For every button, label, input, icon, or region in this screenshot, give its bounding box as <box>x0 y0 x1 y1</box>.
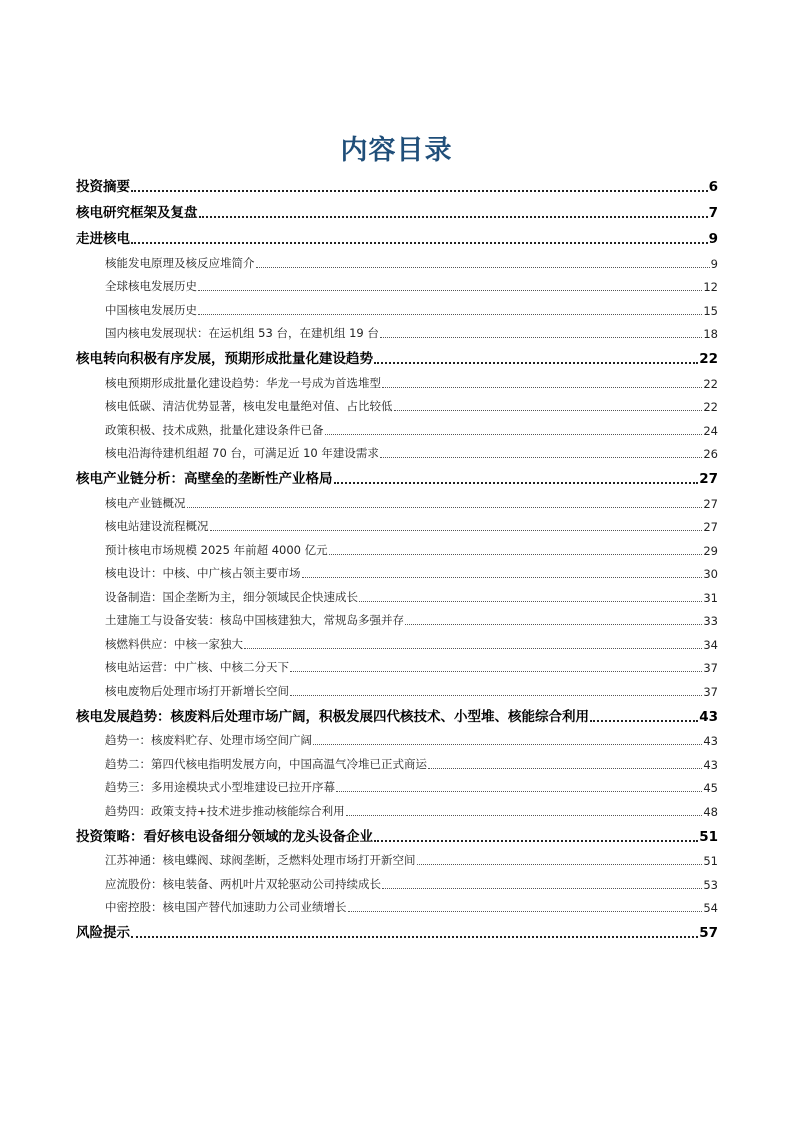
toc-entry-text: 趋势四：政策支持+技术进步推动核能综合利用 <box>105 803 345 818</box>
toc-entry-page-number: 24 <box>703 423 718 438</box>
toc-entry-page-number: 22 <box>703 376 718 391</box>
toc-entry-text: 趋势三：多用途模块式小型堆建设已拉开序幕 <box>105 780 335 794</box>
toc-entry-page-number: 53 <box>703 877 718 892</box>
toc-entry-text: 应流股份：核电装备、两机叶片双轮驱动公司持续成长 <box>105 876 381 891</box>
toc-dot-leader <box>199 216 708 218</box>
toc-entry-text: 全球核电发展历史 <box>105 279 197 293</box>
toc-entry-page-number: 43 <box>703 757 718 772</box>
toc-entry-section[interactable] <box>76 297 718 321</box>
toc-entry-section[interactable] <box>76 370 718 394</box>
toc-dot-leader <box>348 911 703 912</box>
toc-entry-chapter[interactable] <box>76 822 718 848</box>
toc-entry-section[interactable] <box>76 250 718 274</box>
toc-entry-section[interactable] <box>76 584 718 608</box>
toc-dot-leader <box>374 362 698 364</box>
toc-entry-page-number: 22 <box>699 351 718 367</box>
toc-entry-page-number: 48 <box>703 804 718 819</box>
toc-entry-section[interactable] <box>76 775 718 799</box>
toc-entry-text: 核燃料供应：中核一家独大 <box>105 636 243 651</box>
toc-entry-page-number: 29 <box>703 543 718 558</box>
toc-dot-leader <box>382 888 702 889</box>
toc-entry-page-number: 33 <box>703 614 718 628</box>
toc-entry-text: 核电设计：中核、中广核占领主要市场 <box>105 566 301 580</box>
toc-entry-chapter[interactable] <box>76 224 718 250</box>
toc-dot-leader <box>382 387 702 388</box>
toc-entry-page-number: 27 <box>703 496 718 511</box>
toc-dot-leader <box>131 190 708 192</box>
toc-dot-leader <box>302 577 703 578</box>
toc-entry-section[interactable] <box>76 274 718 298</box>
toc-dot-leader <box>405 624 702 625</box>
toc-dot-leader <box>374 840 698 842</box>
toc-entry-text: 核能发电原理及核反应堆简介 <box>105 255 255 270</box>
toc-entry-page-number: 51 <box>703 854 718 868</box>
toc-dot-leader <box>256 267 710 268</box>
toc-entry-page-number: 22 <box>703 400 718 414</box>
toc-entry-page-number: 54 <box>703 901 718 915</box>
toc-entry-section[interactable] <box>76 417 718 441</box>
toc-dot-leader <box>380 457 702 458</box>
toc-entry-text: 核电站运营：中广核、中核二分天下 <box>105 660 289 674</box>
toc-entry-section[interactable] <box>76 514 718 538</box>
toc-entry-text: 政策积极、技术成熟，批量化建设条件已备 <box>105 422 324 437</box>
toc-dot-leader <box>346 815 703 816</box>
toc-dot-leader <box>313 744 702 745</box>
toc-entry-section[interactable] <box>76 394 718 418</box>
toc-entry-page-number: 7 <box>708 205 718 221</box>
toc-entry-section[interactable] <box>76 798 718 822</box>
toc-entry-section[interactable] <box>76 537 718 561</box>
toc-entry-text: 核电低碳、清洁优势显著，核电发电量绝对值、占比较低 <box>105 399 393 413</box>
toc-entry-text: 走进核电 <box>76 231 130 247</box>
toc-entry-text: 核电废物后处理市场打开新增长空间 <box>105 683 289 698</box>
toc-entry-page-number: 37 <box>703 684 718 699</box>
toc-dot-leader <box>325 434 703 435</box>
toc-entry-section[interactable] <box>76 608 718 632</box>
toc-entry-page-number: 43 <box>703 734 718 748</box>
toc-dot-leader <box>131 242 708 244</box>
toc-entry-text: 核电沿海待建机组超 70 台，可满足近 10 年建设需求 <box>105 446 379 460</box>
toc-dot-leader <box>187 507 703 508</box>
toc-entry-text: 趋势二：第四代核电指明发展方向，中国高温气冷堆已正式商运 <box>105 756 427 771</box>
toc-dot-leader <box>131 936 698 938</box>
toc-entry-section[interactable] <box>76 751 718 775</box>
toc-entry-section[interactable] <box>76 561 718 585</box>
toc-entry-page-number: 12 <box>703 280 718 294</box>
toc-entry-section[interactable] <box>76 895 718 919</box>
toc-entry-section[interactable] <box>76 321 718 345</box>
toc-entry-section[interactable] <box>76 678 718 702</box>
toc-entry-page-number: 34 <box>703 637 718 652</box>
toc-dot-leader <box>336 791 702 792</box>
toc-entry-text: 预计核电市场规模 2025 年前超 4000 亿元 <box>105 542 328 557</box>
toc-list <box>76 172 718 944</box>
toc-entry-text: 核电产业链概况 <box>105 495 186 510</box>
toc-entry-chapter[interactable] <box>76 198 718 224</box>
toc-entry-section[interactable] <box>76 631 718 655</box>
toc-entry-text: 中密控股：核电国产替代加速助力公司业绩增长 <box>105 900 347 914</box>
toc-dot-leader <box>290 695 702 696</box>
toc-dot-leader <box>417 864 703 865</box>
toc-entry-text: 投资摘要 <box>76 179 130 195</box>
toc-entry-page-number: 26 <box>703 447 718 461</box>
toc-dot-leader <box>244 648 702 649</box>
toc-dot-leader <box>334 482 699 484</box>
toc-dot-leader <box>428 768 702 769</box>
toc-entry-section[interactable] <box>76 871 718 895</box>
toc-dot-leader <box>198 314 702 315</box>
toc-entry-section[interactable] <box>76 848 718 872</box>
toc-entry-page-number: 37 <box>703 661 718 675</box>
toc-entry-page-number: 6 <box>708 179 718 195</box>
toc-entry-page-number: 27 <box>703 520 718 534</box>
toc-entry-chapter[interactable] <box>76 464 718 490</box>
toc-dot-leader <box>394 410 703 411</box>
toc-entry-page-number: 51 <box>699 828 718 845</box>
toc-entry-page-number: 57 <box>699 925 718 941</box>
toc-entry-text: 投资策略：看好核电设备细分领域的龙头设备企业 <box>76 828 373 845</box>
toc-entry-page-number: 30 <box>703 567 718 581</box>
toc-entry-text: 核电产业链分析：高壁垒的垄断性产业格局 <box>76 471 333 487</box>
toc-dot-leader <box>590 720 698 722</box>
toc-title: 内容目录 <box>340 135 453 166</box>
toc-dot-leader <box>359 601 702 602</box>
toc-entry-section[interactable] <box>76 441 718 465</box>
toc-entry-text: 中国核电发展历史 <box>105 302 197 317</box>
toc-dot-leader <box>210 530 703 531</box>
toc-entry-section[interactable] <box>76 655 718 679</box>
toc-dot-leader <box>329 554 703 555</box>
toc-entry-page-number: 43 <box>699 708 718 725</box>
toc-entry-text: 核电预期形成批量化建设趋势：华龙一号成为首选堆型 <box>105 375 381 390</box>
toc-entry-page-number: 45 <box>703 781 718 795</box>
toc-entry-page-number: 9 <box>710 256 718 271</box>
toc-entry-text: 设备制造：国企垄断为主，细分领域民企快速成长 <box>105 589 358 604</box>
toc-entry-text: 核电发展趋势：核废料后处理市场广阔，积极发展四代核技术、小型堆、核能综合利用 <box>76 708 589 725</box>
toc-dot-leader <box>380 337 702 338</box>
toc-entry-page-number: 18 <box>703 327 718 341</box>
toc-entry-chapter[interactable] <box>76 702 718 728</box>
toc-entry-section[interactable] <box>76 728 718 752</box>
toc-entry-page-number: 31 <box>703 590 718 605</box>
toc-entry-chapter[interactable] <box>76 172 718 198</box>
toc-entry-chapter[interactable] <box>76 344 718 370</box>
toc-entry-text: 土建施工与设备安装：核岛中国核建独大，常规岛多强并存 <box>105 613 404 627</box>
toc-entry-page-number: 9 <box>708 231 718 247</box>
toc-entry-text: 风险提示 <box>76 925 130 941</box>
toc-entry-page-number: 15 <box>703 303 718 318</box>
toc-entry-chapter[interactable] <box>76 918 718 944</box>
toc-entry-text: 趋势一：核废料贮存、处理市场空间广阔 <box>105 733 312 747</box>
toc-entry-text: 核电研究框架及复盘 <box>76 205 198 221</box>
toc-entry-page-number: 27 <box>699 471 718 487</box>
toc-entry-text: 核电站建设流程概况 <box>105 519 209 533</box>
toc-entry-text: 国内核电发展现状：在运机组 53 台，在建机组 19 台 <box>105 326 379 340</box>
toc-entry-section[interactable] <box>76 490 718 514</box>
toc-dot-leader <box>198 290 702 291</box>
toc-dot-leader <box>290 671 702 672</box>
toc-entry-text: 核电转向积极有序发展，预期形成批量化建设趋势 <box>76 351 373 367</box>
toc-entry-text: 江苏神通：核电蝶阀、球阀垄断，乏燃料处理市场打开新空间 <box>105 853 416 867</box>
